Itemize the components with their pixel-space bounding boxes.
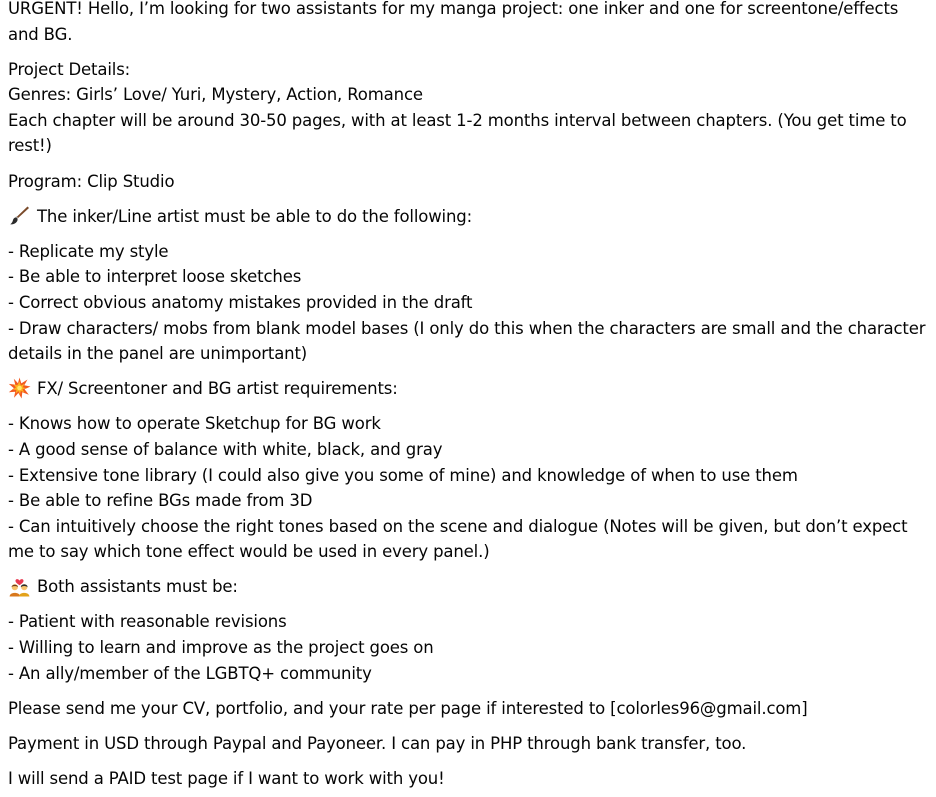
payment-text: Payment in USD through Paypal and Payoneer. I can pay in PHP through bank transfer, too. [8,733,747,753]
intro-paragraph [8,0,928,47]
project-details-paragraph [8,57,928,159]
contact-text: Please send me your CV, portfolio, and your rate per page if interested to [colorles96@gmail.com] [8,698,808,718]
list-item: - Knows how to operate Sketchup for BG work [8,414,381,434]
couple-heart-icon [8,575,31,597]
list-item: - Be able to refine BGs made from 3D [8,491,313,511]
inker-requirements-list [8,239,928,367]
test-page-paragraph [8,766,928,792]
list-item: - A good sense of balance with white, black, and gray [8,439,443,459]
collision-icon [8,377,31,399]
list-item: - Draw characters/ mobs from blank model bases (I only do this when the characters are small and the character details in the panel are unimportant) [8,318,926,364]
list-item: - Replicate my style [8,241,169,261]
fx-requirements-list [8,411,928,565]
list-item: - Willing to learn and improve as the project goes on [8,638,434,658]
chapter-info-text: Each chapter will be around 30-50 pages, with at least 1-2 months interval between chapters. (You get time to rest!) [8,110,907,156]
paintbrush-icon [8,205,31,227]
intro-text: URGENT! Hello, I’m looking for two assistants for my manga project: one inker and one for screentone/effects and BG. [8,0,899,44]
program-paragraph [8,169,928,195]
list-item: - Patient with reasonable revisions [8,612,287,632]
both-heading-text: Both assistants must be: [37,577,238,597]
fx-heading-text: FX/ Screentoner and BG artist requirements: [37,379,398,399]
fx-heading-line [8,376,928,402]
payment-paragraph [8,731,928,757]
genres-text: Genres: Girls’ Love/ Yuri, Mystery, Action, Romance [8,85,423,105]
list-item: - An ally/member of the LGBTQ+ community [8,663,372,683]
inker-heading-line [8,204,928,230]
inker-heading-paragraph [8,204,928,230]
inker-heading-text: The inker/Line artist must be able to do the following: [37,206,473,226]
list-item: - Extensive tone library (I could also give you some of mine) and knowledge of when to use them [8,465,798,485]
list-item: - Correct obvious anatomy mistakes provided in the draft [8,292,473,312]
program-text: Program: Clip Studio [8,171,175,191]
details-heading: Project Details: [8,59,131,79]
both-requirements-list [8,609,928,686]
fx-heading-paragraph [8,376,928,402]
both-heading-paragraph [8,574,928,600]
list-item: - Can intuitively choose the right tones based on the scene and dialogue (Notes will be given, but don’t expect me to say which tone effect would be used in every panel.) [8,516,908,562]
contact-paragraph [8,696,928,722]
both-heading-line [8,574,928,600]
list-item: - Be able to interpret loose sketches [8,267,302,287]
test-page-text: I will send a PAID test page if I want to work with you! [8,768,445,788]
